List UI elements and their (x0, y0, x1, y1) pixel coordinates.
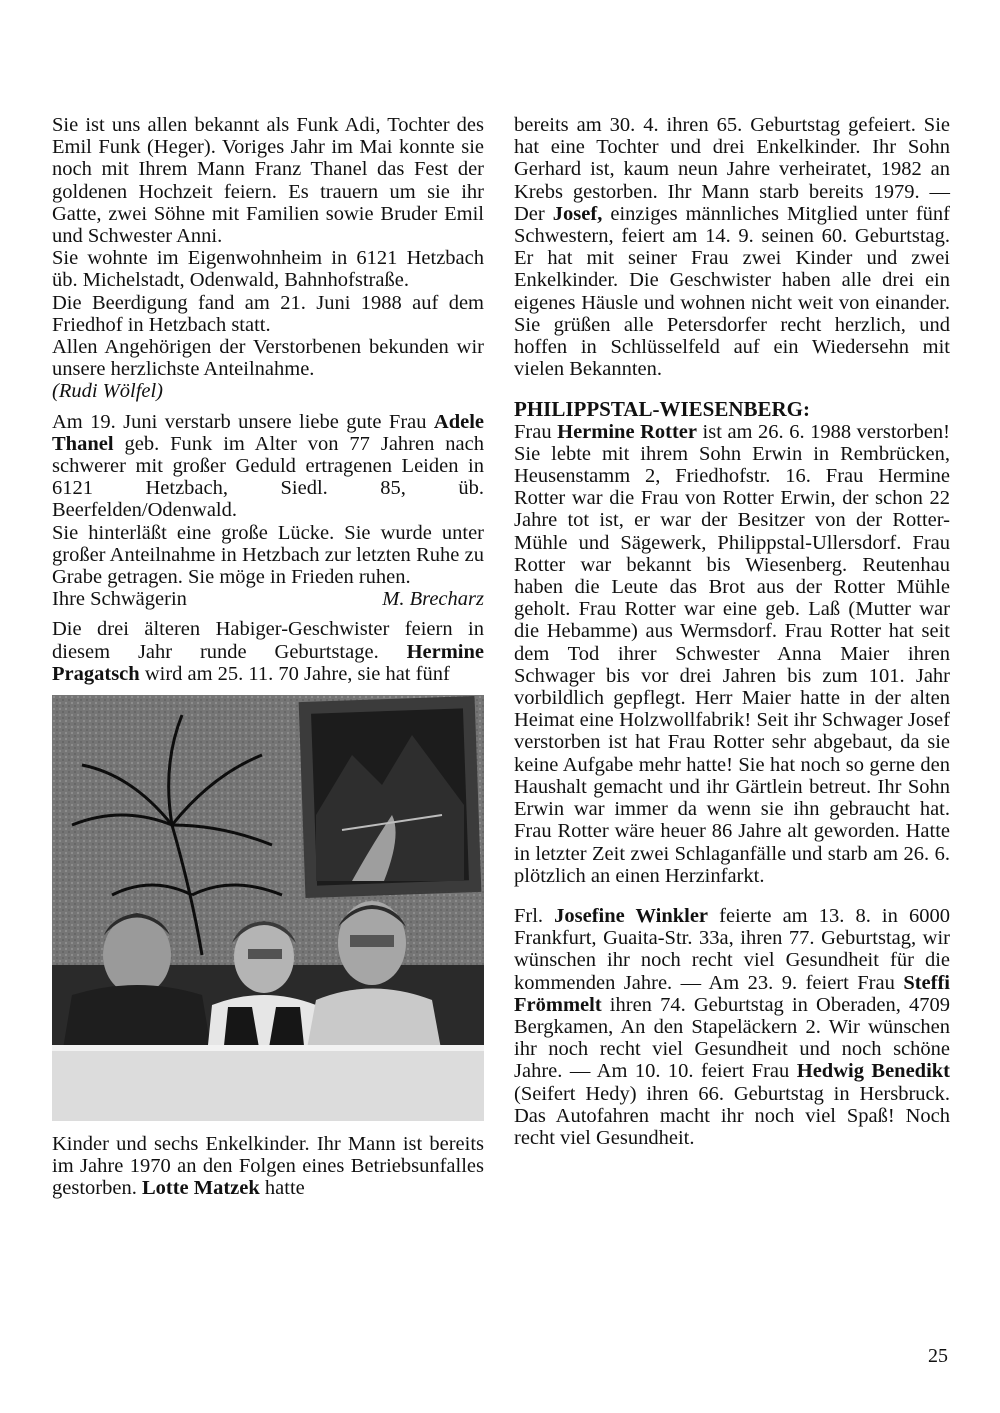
name-adele-thanel: Adele Thanel (52, 410, 484, 455)
name-steffi-froemmelt: Steffi Frömmelt (514, 971, 950, 1016)
name-josef: Josef, (552, 202, 603, 225)
section-heading-philippstal: PHILIPPSTAL-WIESENBERG: (514, 397, 810, 422)
paragraph-hermine-rotter: Frau Hermine Rotter ist am 26. 6. 1988 verstorben! Sie lebte mit ihrem Sohn Erwin in Rembrücken, Heusenstamm 2, Friedhofstr. 16. Frau Hermine Rotter war die Frau von Rotter Erwin, der schon 22 Jahre tot ist, er war der Besitzer von der Rotter-Mühle und Sägewerk, Philippstal-Ullersdorf. Frau Rotter war bekannt bis Wiesenberg. Reutenhau haben die Leute das Brot aus der Rotter Mühle geholt. Frau Rotter war eine geb. Laß (Mutter war die Hebamme) aus Wermsdorf. Frau Rotter hat seit dem Tod ihrer Schwester Anna Maier ihren Schwager bis vor drei Jahren bis zum 101. Jahr vorbildlich gepflegt. Herr Maier hatte in der alten Heimat eine Holzwollfabrik! Seit ihr Schwager Josef verstorben ist hat Frau Rotter sehr abgebaut, da sie keine Aufgabe mehr hatte! Sie hat noch so gerne den Haushalt gemacht und ihr Gärtlein betreut. Ihr Sohn Erwin war immer da wenn sie ihn gebraucht hat. Frau Rotter wäre heuer 86 Jahre alt geworden. Hatte in letzter Zeit zwei Schlaganfälle und starb am 26. 6. plötzlich an einen Herzinfarkt. (514, 420, 951, 887)
table-top (52, 1045, 484, 1121)
page-number: 25 (928, 1345, 948, 1367)
paragraph-adele-thanel: Am 19. Juni verstarb unsere liebe gute Frau Adele Thanel geb. Funk im Alter von 77 Jahren nach schwerer mit großer Geduld ertragenen Leiden in 6121 Hetzbach, Siedl. 85, üb. Beerfelden/Odenwald. (52, 410, 484, 522)
name-hedwig-benedikt: Hedwig Benedikt (796, 1060, 950, 1083)
left-column (52, 114, 484, 1200)
name-lotte-matzek: Lotte Matzek (141, 1177, 260, 1200)
paragraph-josef: bereits am 30. 4. ihren 65. Geburtstag gefeiert. Sie hat eine Tochter und drei Enkelkinder. Ihr Sohn Gerhard ist, kaum neun Jahre verheiratet, 1982 an Krebs gestorben. Ihr Mann starb bereits 1979. — Der Josef, einziges männliches Mitglied unter fünf Schwestern, feiert am 14. 9. seinen 60. Geburtstag. Er hat mit seiner Frau zwei Kinder und zwei Enkelkinder. Die Geschwister haben alle drei ein eigenes Häusle und wohnen nicht weit von einander. Sie grüßen alle Petersdorfer recht herzlich, und hoffen in Schlüsselfeld auf ein Wiedersehn mit vielen Bekannten. (514, 114, 950, 381)
family-photo (52, 695, 484, 1121)
paragraph-residence: Sie wohnte im Eigenwohnheim in 6121 Hetzbach üb. Michelstadt, Odenwald, Bahnhofstraße. (52, 247, 484, 292)
paragraph-birthdays: Frl. Josefine Winkler feierte am 13. 8. in 6000 Frankfurt, Guaita-Str. 33a, ihren 77. Geburtstag, wir wünschen ihr noch recht viel Gesundheit für die kommenden Jahre. — Am 23. 9. feiert Frau Steffi Frömmelt ihren 74. Geburtstag in Oberaden, 4709 Bergkamen, An den Stapeläckern 2. Wir wünschen ihr noch recht viel Gesundheit und noch schöne Jahre. — Am 10. 10. feiert Frau Hedwig Benedikt (Seifert Hedy) ihren 66. Geburtstag in Hersbruck. Das Autofahren macht ihr noch viel Spaß! Noch recht viel Gesundheit. (514, 904, 950, 1149)
paragraph-funeral: Die Beerdigung fand am 21. Juni 1988 auf dem Friedhof in Hetzbach statt. (52, 291, 484, 336)
paragraph-habiger-siblings: Die drei älteren Habiger-Geschwister feiern in diesem Jahr runde Geburtstage. Hermine Pragatsch wird am 25. 11. 70 Jahre, sie hat fünf (52, 618, 484, 685)
name-josefine-winkler: Josefine Winkler (554, 904, 709, 927)
name-hermine-pragatsch: Hermine Pragatsch (52, 640, 484, 685)
paragraph-great-loss: Sie hinterläßt eine große Lücke. Sie wurde unter großer Anteilnahme in Hetzbach zur letzten Ruhe zu Grabe getragen. Sie möge in Frieden ruhen. (52, 521, 484, 589)
name-hermine-rotter: Hermine Rotter (557, 420, 697, 443)
paragraph-condolence: Allen Angehörigen der Verstorbenen bekunden wir unsere herzlichste Anteilnahme. (52, 336, 484, 381)
framed-painting (299, 696, 482, 898)
paragraph-children-grandchildren: Kinder und sechs Enkelkinder. Ihr Mann ist bereits im Jahre 1970 an den Folgen eines Betriebsunfalles gestorben. Lotte Matzek hatte (52, 1133, 484, 1200)
signature-rudi-woelfel: (Rudi Wölfel) (52, 380, 164, 403)
right-column (514, 114, 950, 1149)
signature-line-brecharz: Ihre Schwägerin M. Brecharz (52, 588, 484, 611)
paragraph-adi-funk: Sie ist uns allen bekannt als Funk Adi, Tochter des Emil Funk (Heger). Voriges Jahr im Mai konnte sie noch mit Ihrem Mann Franz Thanel das Fest der goldenen Hochzeit feiern. Es trauern um sie ihr Gatte, zwei Söhne mit Familien sowie Bruder Emil und Schwester Anni. (52, 114, 484, 248)
